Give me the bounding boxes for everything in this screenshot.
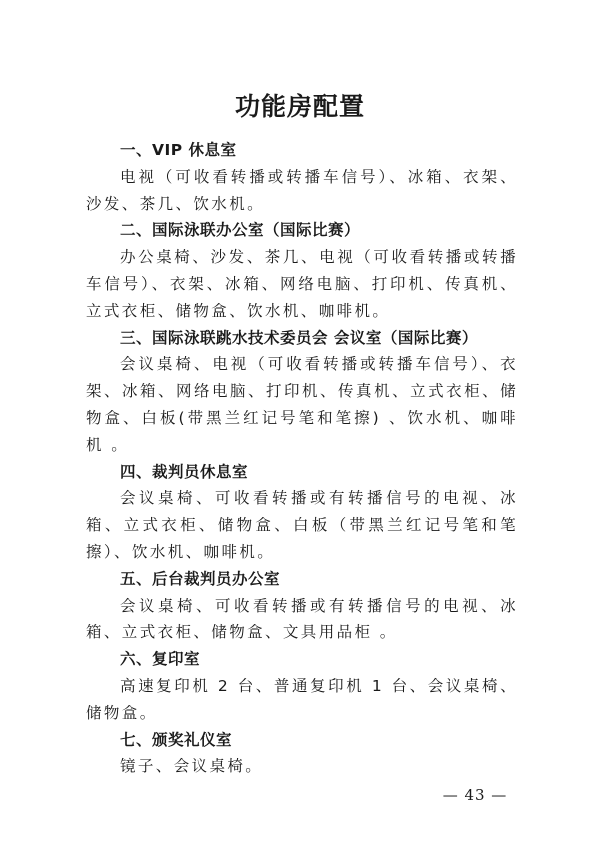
section-heading: 三、国际泳联跳水技术委员会 会议室（国际比赛） bbox=[120, 328, 478, 347]
page-number: — 43 — bbox=[442, 786, 508, 804]
page-title: 功能房配置 bbox=[234, 91, 365, 121]
section-vip-lounge bbox=[86, 137, 518, 217]
section-diving-committee-room bbox=[86, 325, 518, 459]
section-heading: 四、裁判员休息室 bbox=[120, 462, 249, 481]
document-content bbox=[86, 137, 518, 780]
section-heading: 七、颁奖礼仪室 bbox=[120, 730, 233, 749]
section-body: 高速复印机 2 台、普通复印机 1 台、会议桌椅、储物盒。 bbox=[86, 676, 518, 722]
section-body: 会议桌椅、可收看转播或有转播信号的电视、冰箱、立式衣柜、储物盒、文具用品柜 。 bbox=[86, 596, 518, 642]
section-backstage-referee-office bbox=[86, 566, 518, 646]
section-body: 会议桌椅、可收看转播或有转播信号的电视、冰箱、立式衣柜、储物盒、白板（带黑兰红记号笔和笔擦）、饮水机、咖啡机。 bbox=[86, 489, 518, 561]
section-copy-room bbox=[86, 646, 518, 726]
section-fina-office bbox=[86, 217, 518, 324]
section-body: 镜子、会议桌椅。 bbox=[120, 757, 264, 776]
section-referee-lounge bbox=[86, 459, 518, 566]
section-heading: 一、VIP 休息室 bbox=[120, 141, 237, 159]
section-body: 办公桌椅、沙发、茶几、电视（可收看转播或转播车信号）、衣架、冰箱、网络电脑、打印机、传真机、立式衣柜、储物盒、饮水机、咖啡机。 bbox=[86, 248, 518, 320]
section-heading: 二、国际泳联办公室（国际比赛） bbox=[120, 221, 361, 240]
section-heading: 六、复印室 bbox=[120, 650, 201, 669]
section-award-ceremony-room bbox=[86, 727, 518, 781]
section-body: 电视（可收看转播或转播车信号）、冰箱、衣架、沙发、茶几、饮水机。 bbox=[86, 167, 518, 213]
section-body: 会议桌椅、电视（可收看转播或转播车信号）、衣架、冰箱、网络电脑、打印机、传真机、立式衣柜、储物盒、白板(带黑兰红记号笔和笔擦) 、饮水机、咖啡机 。 bbox=[86, 355, 518, 454]
section-heading: 五、后台裁判员办公室 bbox=[120, 569, 281, 588]
